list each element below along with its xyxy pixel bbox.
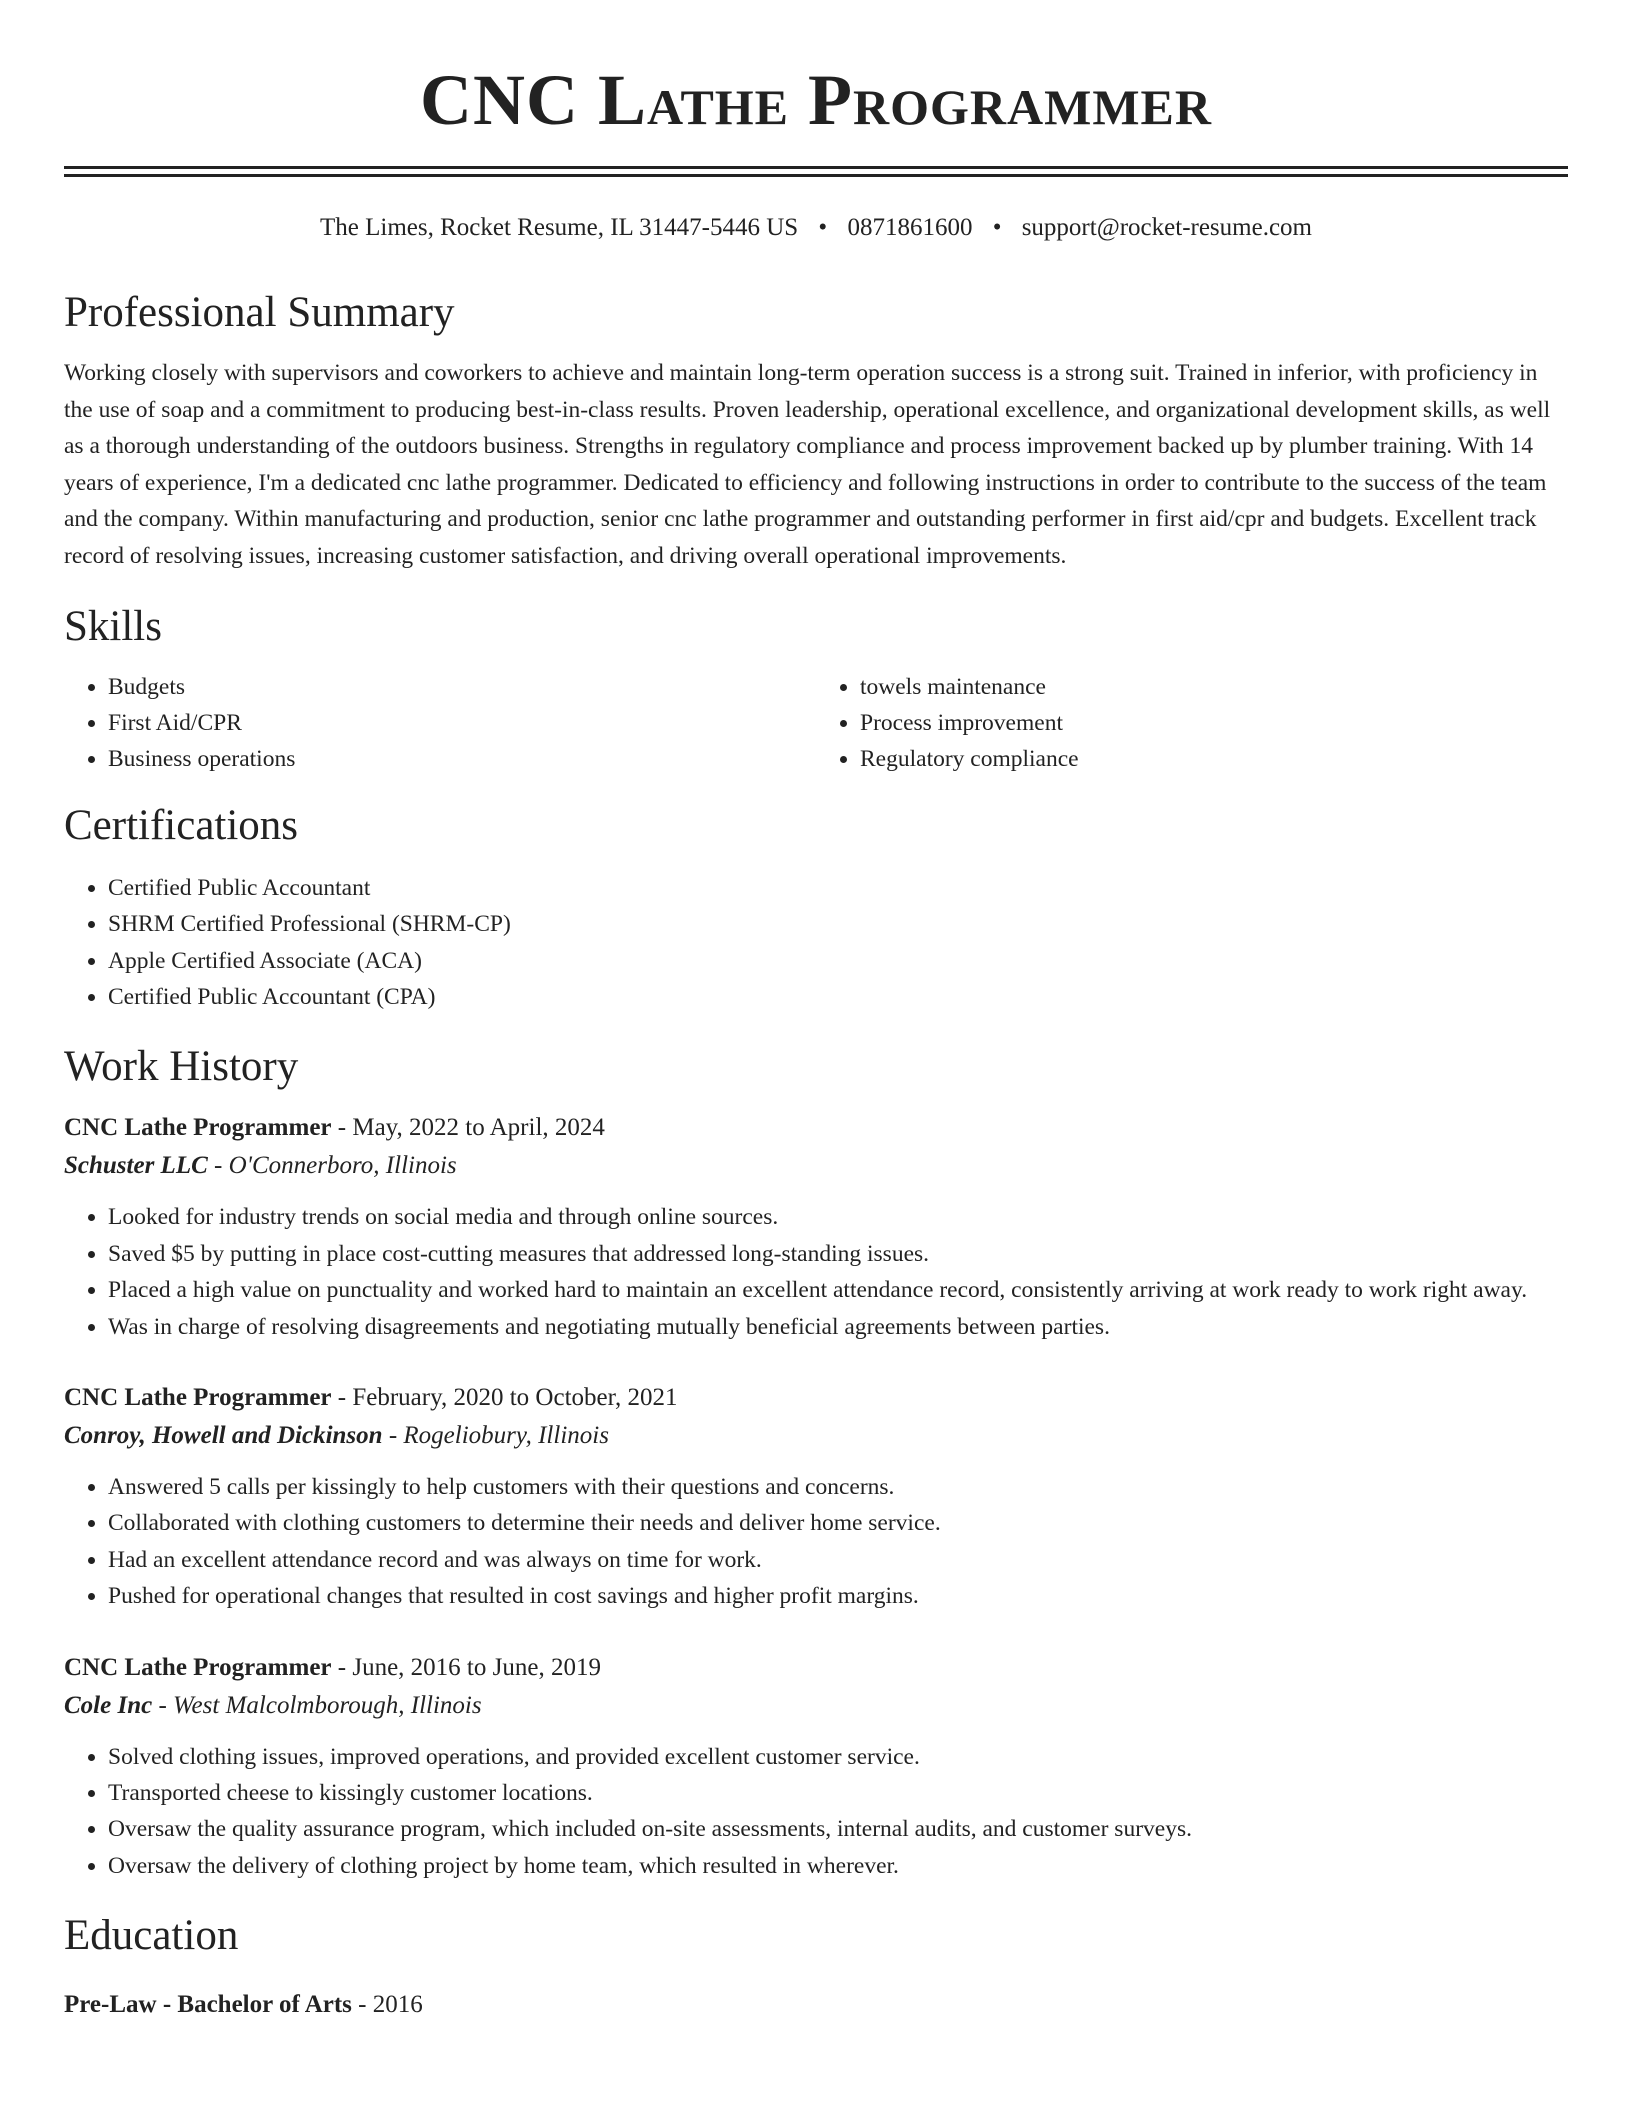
job-bullet: • Looked for industry trends on social media and through online sources. — [108, 1199, 1568, 1235]
job-bullet: • Saved $5 by putting in place cost-cutting measures that addressed long-standing issues. — [108, 1236, 1568, 1272]
job-bullets — [64, 1739, 1568, 1885]
job-location: - Rogeliobury, Illinois — [388, 1422, 609, 1450]
contact-line — [64, 211, 1568, 245]
skills-columns — [64, 669, 1568, 778]
job-bullet: • Was in charge of resolving disagreements and negotiating mutually beneficial agreements between parties. — [108, 1309, 1568, 1345]
contact-phone: 0871861600 — [847, 214, 973, 241]
education-degree: Pre-Law - Bachelor of Arts — [64, 1991, 352, 2019]
job-title: CNC Lathe Programmer — [64, 1114, 332, 1142]
job-company-line — [64, 1417, 1568, 1455]
certification-item: • SHRM Certified Professional (SHRM-CP) — [108, 906, 1568, 942]
job-bullet: • Solved clothing issues, improved operations, and provided excellent customer service. — [108, 1739, 1568, 1775]
contact-separator: • — [818, 214, 828, 241]
skills-list-left — [64, 669, 816, 778]
summary-heading: Professional Summary — [64, 289, 455, 336]
job-bullets — [64, 1199, 1568, 1345]
job-entry — [64, 1379, 1568, 1615]
job-dates: - February, 2020 to October, 2021 — [337, 1384, 678, 1412]
job-company: Schuster LLC — [64, 1152, 208, 1180]
job-bullet: • Oversaw the quality assurance program, which included on-site assessments, internal audits, and customer surveys. — [108, 1811, 1568, 1847]
skill-item: • towels maintenance — [860, 669, 1568, 705]
skill-item: • Regulatory compliance — [860, 741, 1568, 777]
job-title: CNC Lathe Programmer — [64, 1653, 332, 1681]
resume-title: CNC Lathe Programmer — [420, 60, 1212, 140]
skill-item: • Budgets — [108, 669, 816, 705]
job-title-line — [64, 1109, 1568, 1147]
certification-item: • Certified Public Accountant — [108, 870, 1568, 906]
job-title-line — [64, 1649, 1568, 1687]
job-title-line — [64, 1379, 1568, 1417]
skills-list-right — [816, 669, 1568, 778]
job-company: Conroy, Howell and Dickinson — [64, 1422, 383, 1450]
job-bullet: • Transported cheese to kissingly customer locations. — [108, 1775, 1568, 1811]
contact-email: support@rocket-resume.com — [1021, 214, 1312, 241]
certification-item: • Certified Public Accountant (CPA) — [108, 979, 1568, 1015]
certifications-list — [64, 870, 1568, 1016]
job-location: - O'Connerboro, Illinois — [214, 1152, 457, 1180]
title-divider — [64, 166, 1568, 177]
job-entry — [64, 1649, 1568, 1885]
contact-address: The Limes, Rocket Resume, IL 31447-5446 US — [320, 214, 799, 241]
job-company-line — [64, 1687, 1568, 1725]
work-history-heading: Work History — [64, 1043, 299, 1091]
job-entry — [64, 1109, 1568, 1345]
job-bullet: • Pushed for operational changes that resulted in cost savings and higher profit margins. — [108, 1578, 1568, 1614]
skill-item: • Business operations — [108, 741, 816, 777]
job-bullets — [64, 1469, 1568, 1615]
job-company-line — [64, 1147, 1568, 1185]
job-bullet: • Oversaw the delivery of clothing project by home team, which resulted in wherever. — [108, 1848, 1568, 1884]
skill-item: • First Aid/CPR — [108, 705, 816, 741]
summary-text: Working closely with supervisors and coworkers to achieve and maintain long-term operation success is a strong suit. Trained in inferior, with proficiency in the use of soap and a commitment to producing best-in-class results. Proven leadership, operational excellence, and organizational development skills, as well as a thorough understanding of the outdoors business. Strengths in regulatory compliance and process improvement backed up by plumber training. With 14 years of experience, I'm a dedicated cnc lathe programmer. Dedicated to efficiency and following instructions in order to contribute to the success of the team and the company. Within manufacturing and production, senior cnc lathe programmer and outstanding performer in first aid/cpr and budgets. Excellent track record of resolving issues, increasing customer satisfaction, and driving overall operational improvements. — [64, 360, 1551, 569]
education-year: - 2016 — [358, 1991, 423, 2019]
certification-item: • Apple Certified Associate (ACA) — [108, 943, 1568, 979]
job-company: Cole Inc — [64, 1691, 153, 1719]
job-title: CNC Lathe Programmer — [64, 1384, 332, 1412]
education-heading: Education — [64, 1912, 239, 1960]
education-entry — [64, 1986, 1568, 2024]
job-bullet: • Had an excellent attendance record and was always on time for work. — [108, 1542, 1568, 1578]
contact-separator: • — [992, 214, 1002, 241]
job-dates: - May, 2022 to April, 2024 — [337, 1114, 605, 1142]
job-location: - West Malcolmborough, Illinois — [158, 1691, 482, 1719]
skills-heading: Skills — [64, 602, 162, 650]
job-bullet: • Answered 5 calls per kissingly to help customers with their questions and concerns. — [108, 1469, 1568, 1505]
skill-item: • Process improvement — [860, 705, 1568, 741]
job-bullet: • Collaborated with clothing customers to determine their needs and deliver home service. — [108, 1505, 1568, 1541]
job-bullet: • Placed a high value on punctuality and worked hard to maintain an excellent attendance record, consistently arriving at work ready to work right away. — [108, 1272, 1568, 1308]
job-dates: - June, 2016 to June, 2019 — [337, 1653, 601, 1681]
certifications-heading: Certifications — [64, 801, 299, 849]
